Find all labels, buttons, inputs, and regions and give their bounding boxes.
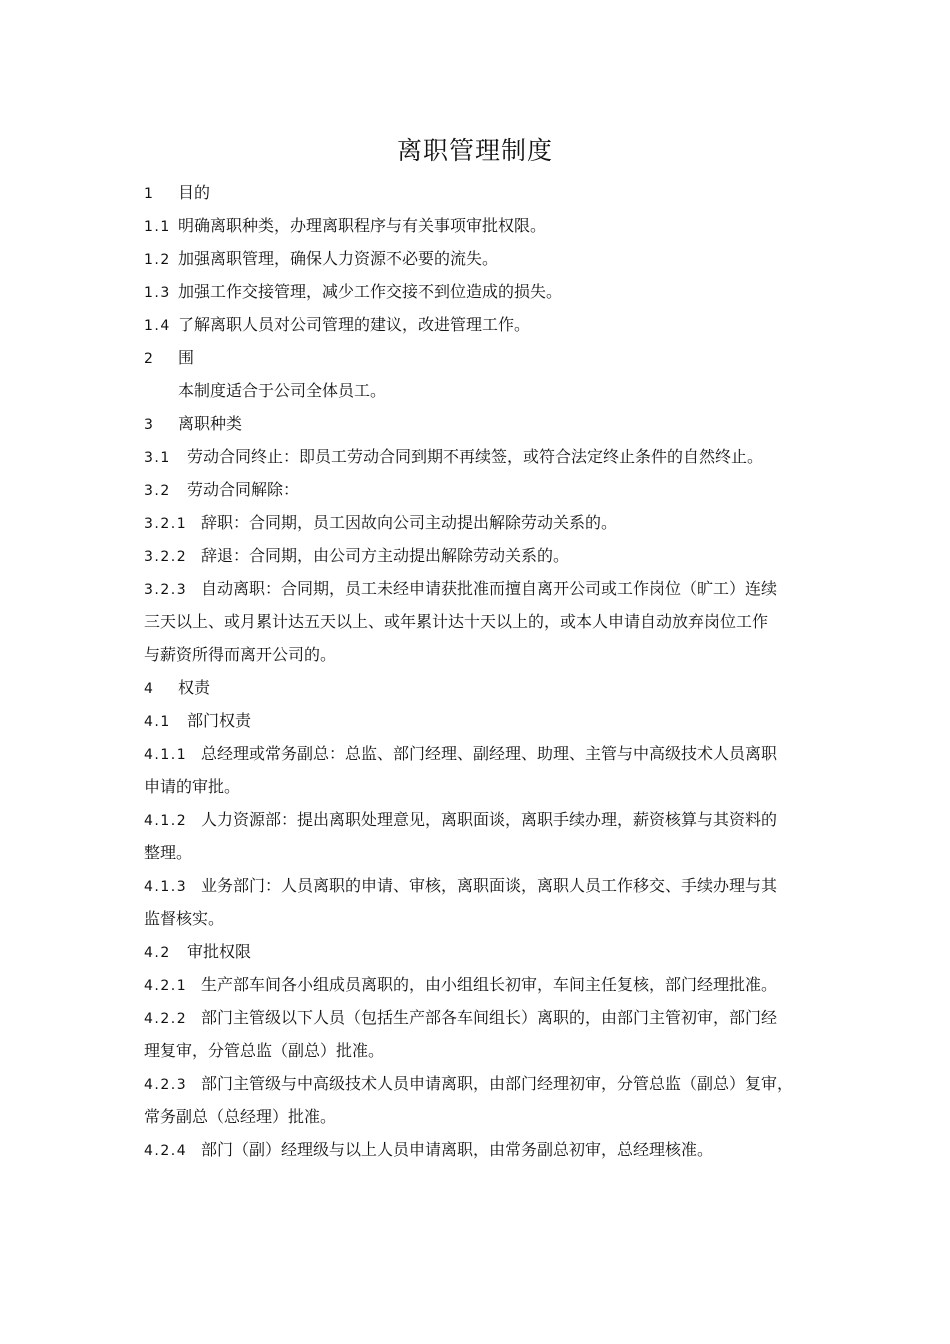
section-number: 4.1.1 <box>144 747 188 763</box>
section-text: 明确离职种类，办理离职程序与有关事项审批权限。 <box>178 216 547 235</box>
document-line <box>144 473 816 506</box>
document-line <box>144 1034 816 1067</box>
section-number: 1.2 <box>144 252 171 268</box>
section-number: 4.1 <box>144 714 171 730</box>
section-text: 离职种类 <box>178 414 243 433</box>
document-line <box>144 1100 816 1133</box>
document-line <box>144 275 816 308</box>
section-text: 围 <box>178 348 195 367</box>
document-line <box>144 242 816 275</box>
section-number: 4.2.1 <box>144 978 188 994</box>
section-text: 与薪资所得而离开公司的。 <box>144 645 337 664</box>
section-text: 整理。 <box>144 843 193 862</box>
document-line <box>144 836 816 869</box>
section-text: 自动离职：合同期，员工未经申请获批准而擅自离开公司或工作岗位（旷工）连续 <box>201 579 778 598</box>
section-number: 2 <box>144 351 155 367</box>
document-line <box>144 605 816 638</box>
document-line <box>144 407 816 440</box>
document-line <box>144 308 816 341</box>
section-number: 3.2 <box>144 483 171 499</box>
section-number: 4.1.2 <box>144 813 188 829</box>
section-text: 部门权责 <box>187 711 252 730</box>
document-line <box>144 803 816 836</box>
section-text: 加强离职管理，确保人力资源不必要的流失。 <box>178 249 499 268</box>
section-text: 申请的审批。 <box>144 777 241 796</box>
section-text: 劳动合同解除： <box>187 480 300 499</box>
document-line <box>144 209 816 242</box>
section-number: 3.2.2 <box>144 549 188 565</box>
section-number: 3.2.1 <box>144 516 188 532</box>
document-line <box>144 440 816 473</box>
document-line <box>144 1001 816 1034</box>
section-text: 辞职：合同期，员工因故向公司主动提出解除劳动关系的。 <box>201 513 618 532</box>
document-line <box>144 671 816 704</box>
section-text: 人力资源部：提出离职处理意见，离职面谈，离职手续办理，薪资核算与其资料的 <box>201 810 778 829</box>
section-number: 4 <box>144 681 155 697</box>
section-text: 目的 <box>178 183 211 202</box>
section-number: 3.2.3 <box>144 582 188 598</box>
section-number: 4.2.3 <box>144 1077 188 1093</box>
document-line <box>144 935 816 968</box>
document-line <box>144 638 816 671</box>
document-line <box>144 506 816 539</box>
document-line <box>144 704 816 737</box>
section-text: 生产部车间各小组成员离职的，由小组组长初审，车间主任复核，部门经理批准。 <box>201 975 778 994</box>
document-line <box>144 341 816 374</box>
section-text: 总经理或常务副总：总监、部门经理、副经理、助理、主管与中高级技术人员离职 <box>201 744 778 763</box>
section-number: 3 <box>144 417 155 433</box>
document-line <box>144 1133 816 1166</box>
document-line <box>144 770 816 803</box>
section-text: 常务副总（总经理）批准。 <box>144 1107 337 1126</box>
document-line <box>144 968 816 1001</box>
section-text: 加强工作交接管理，减少工作交接不到位造成的损失。 <box>178 282 563 301</box>
document-line <box>144 1067 816 1100</box>
section-number: 3.1 <box>144 450 171 466</box>
section-number: 4.2.4 <box>144 1143 188 1159</box>
section-text: 劳动合同终止：即员工劳动合同到期不再续签，或符合法定终止条件的自然终止。 <box>187 447 764 466</box>
section-text: 审批权限 <box>187 942 252 961</box>
section-text: 辞退：合同期，由公司方主动提出解除劳动关系的。 <box>201 546 570 565</box>
document-line <box>144 737 816 770</box>
section-number: 1.4 <box>144 318 171 334</box>
document-line <box>144 539 816 572</box>
section-number: 1.1 <box>144 219 171 235</box>
section-text: 部门（副）经理级与以上人员申请离职，由常务副总初审，总经理核准。 <box>201 1140 714 1159</box>
document-line <box>144 176 816 209</box>
document-line <box>144 869 816 902</box>
section-number: 4.2 <box>144 945 171 961</box>
document-title: 离职管理制度 <box>396 136 553 165</box>
section-text: 部门主管级以下人员（包括生产部各车间组长）离职的，由部门主管初审，部门经 <box>201 1008 778 1027</box>
section-number: 4.2.2 <box>144 1011 188 1027</box>
section-text: 本制度适合于公司全体员工。 <box>178 381 387 400</box>
section-text: 理复审，分管总监（副总）批准。 <box>144 1041 385 1060</box>
section-number: 4.1.3 <box>144 879 188 895</box>
document-line <box>144 374 816 407</box>
section-text: 监督核实。 <box>144 909 225 928</box>
section-text: 部门主管级与中高级技术人员申请离职，由部门经理初审，分管总监（副总）复审， <box>201 1074 794 1093</box>
section-text: 了解离职人员对公司管理的建议，改进管理工作。 <box>178 315 531 334</box>
section-text: 三天以上、或月累计达五天以上、或年累计达十天以上的，或本人申请自动放弃岗位工作 <box>144 612 769 631</box>
section-text: 业务部门：人员离职的申请、审核，离职面谈，离职人员工作移交、手续办理与其 <box>201 876 778 895</box>
section-number: 1.3 <box>144 285 171 301</box>
document-line <box>144 902 816 935</box>
document-line <box>144 572 816 605</box>
section-text: 权责 <box>178 678 211 697</box>
section-number: 1 <box>144 186 155 202</box>
document-body <box>144 176 816 1166</box>
